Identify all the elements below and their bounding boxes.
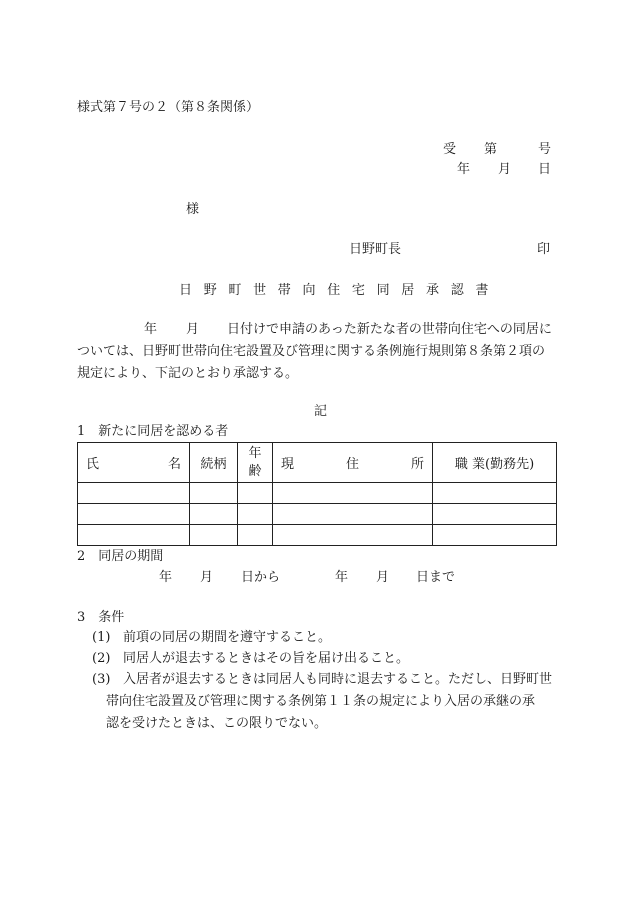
column-name-char2: 名	[167, 457, 181, 472]
column-occupation: 職 業(勤務先)	[433, 443, 557, 483]
receipt-date-year: 年	[457, 162, 471, 177]
period-start-year: 年	[159, 570, 173, 585]
condition-text-cont2: 認を受けたときは、この限りでない。	[106, 716, 328, 731]
cell-address[interactable]	[273, 504, 433, 525]
cell-relation[interactable]	[190, 504, 238, 525]
cell-occupation[interactable]	[433, 483, 557, 504]
table-row	[78, 483, 557, 504]
column-age-char1: 年	[248, 445, 262, 461]
period-end-year: 年	[335, 570, 349, 585]
receipt-label: 受	[443, 142, 457, 157]
table-row	[78, 504, 557, 525]
column-address-char2: 住	[345, 457, 359, 472]
section1-heading: 1 新たに同居を認める者	[77, 424, 229, 439]
period-end-day: 日まで	[416, 570, 456, 585]
ki-marker: 記	[314, 404, 328, 419]
cell-occupation[interactable]	[433, 525, 557, 546]
condition-text: 同居人が退去するときはその旨を届け出ること。	[123, 651, 410, 666]
cell-address[interactable]	[273, 525, 433, 546]
column-address-char3: 所	[410, 457, 424, 472]
condition-number: (1)	[92, 630, 111, 645]
condition-text-cont1: 帯向住宅設置及び管理に関する条例第１１条の規定により入居の承継の承	[106, 694, 536, 709]
cell-address[interactable]	[273, 483, 433, 504]
condition-text: 入居者が退去するときは同居人も同時に退去すること。ただし、日野町世	[123, 672, 553, 687]
receipt-number-suffix: 号	[538, 142, 552, 157]
document-title: 日野町世帯向住宅同居承認書	[179, 283, 501, 298]
cell-name[interactable]	[78, 525, 190, 546]
table-header-row	[78, 443, 557, 483]
period-end-month: 月	[376, 570, 390, 585]
issuer-name: 日野町長	[349, 242, 402, 257]
receipt-number-label: 第	[484, 142, 498, 157]
cell-name[interactable]	[78, 504, 190, 525]
cell-age[interactable]	[238, 504, 273, 525]
section3-heading: 3 条件	[77, 610, 125, 625]
seal-mark: 印	[537, 242, 551, 257]
column-relation: 続柄	[190, 443, 238, 483]
column-name-char1: 氏	[86, 457, 100, 472]
cell-name[interactable]	[78, 483, 190, 504]
cell-age[interactable]	[238, 525, 273, 546]
body-line-3: 規定により、下記のとおり承認する。	[77, 366, 299, 381]
form-number: 様式第７号の２（第８条関係）	[77, 100, 260, 115]
column-name	[78, 443, 190, 483]
recipient-honorific: 様	[186, 202, 200, 217]
condition-text: 前項の同居の期間を遵守すること。	[123, 630, 332, 645]
cell-age[interactable]	[238, 483, 273, 504]
table-row	[78, 525, 557, 546]
cell-occupation[interactable]	[433, 504, 557, 525]
receipt-date-day: 日	[538, 162, 552, 177]
column-age	[238, 443, 273, 483]
body-line-2: ついては、日野町世帯向住宅設置及び管理に関する条例施行規則第８条第２項の	[77, 344, 546, 359]
column-address	[273, 443, 433, 483]
body-month: 月	[186, 322, 200, 337]
period-start-day: 日から	[241, 570, 281, 585]
condition-number: (2)	[92, 651, 111, 666]
body-line-1: 日付けで申請のあった新たな者の世帯向住宅への同居に	[227, 322, 552, 337]
cell-relation[interactable]	[190, 525, 238, 546]
section2-heading: 2 同居の期間	[77, 549, 164, 564]
column-age-char2: 齢	[248, 463, 262, 479]
condition-number: (3)	[92, 672, 111, 687]
receipt-date-month: 月	[498, 162, 512, 177]
cell-relation[interactable]	[190, 483, 238, 504]
period-start-month: 月	[200, 570, 214, 585]
persons-table	[77, 442, 557, 546]
body-year: 年	[144, 322, 158, 337]
column-address-char1: 現	[281, 457, 295, 472]
